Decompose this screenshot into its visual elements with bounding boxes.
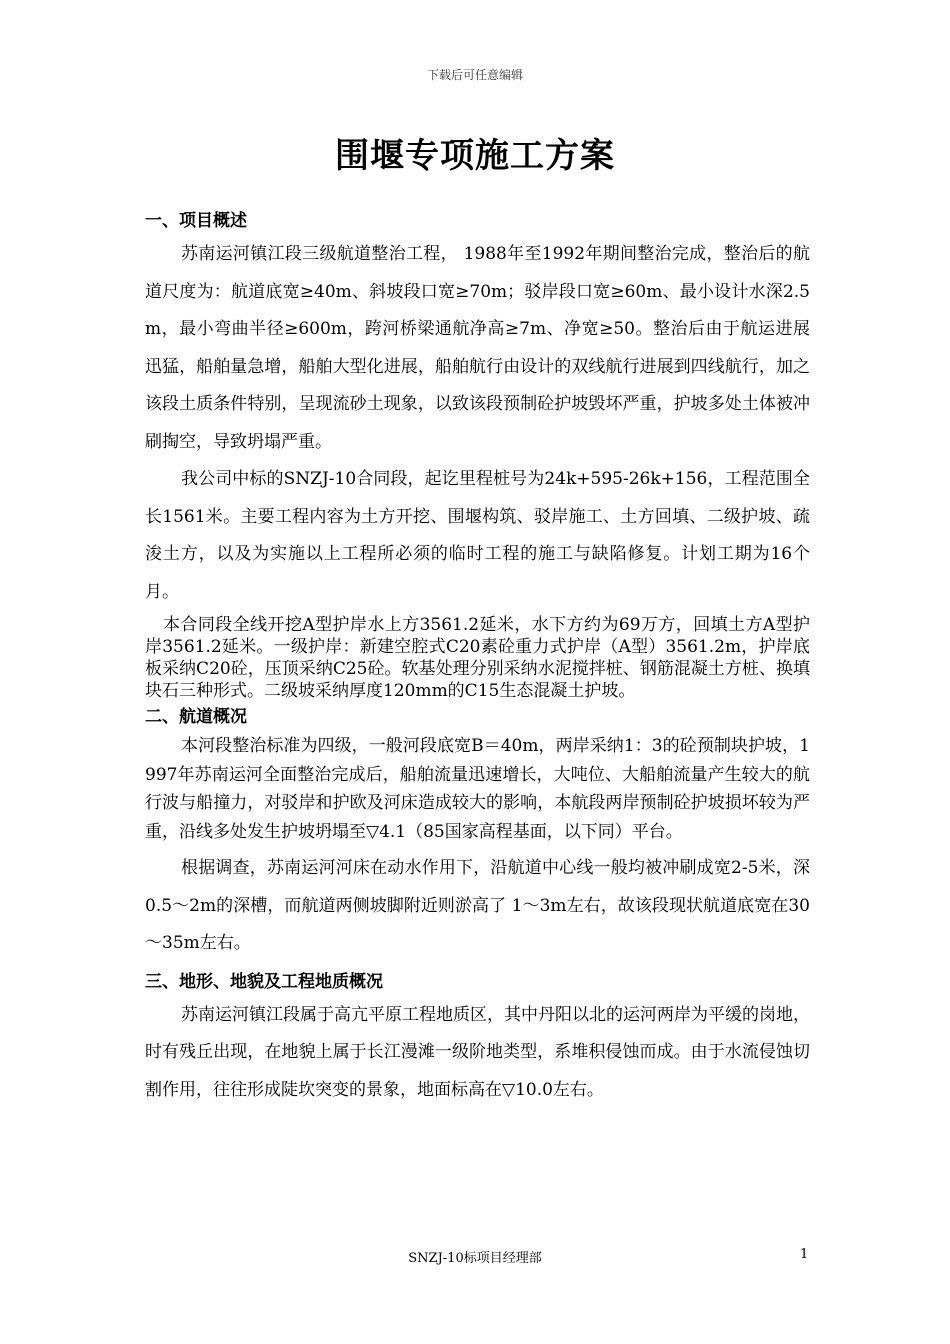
paragraph: 我公司中标的SNZJ-10合同段，起讫里程桩号为24k+595-26k+156，工程范围全长1561米。主要工程内容为土方开挖、围堰构筑、驳岸施工、土方回填、二级护坡、疏浚土方，以及为实施以上工程所必须的临时工程的施工与缺陷修复。计划工期为16个月。 [145, 469, 810, 602]
section-heading-overview: 一、项目概述 [145, 211, 247, 231]
paragraph: 根据调查，苏南运河河床在动水作用下，沿航道中心线一般均被冲刷成宽2-5米，深0.5～2m的深槽，而航道两侧坡脚附近则淤高了 1～3m左右，故该段现状航道底宽在30～35m左右。 [145, 858, 810, 953]
paragraph: 苏南运河镇江段属于高亢平原工程地质区，其中丹阳以北的运河两岸为平缓的岗地，时有残丘出现，在地貌上属于长江漫滩一级阶地类型，系堆积侵蚀而成。由于水流侵蚀切割作用，往往形成陡坎突变的景象，地面标高在▽10.0左右。 [145, 1004, 810, 1100]
paragraph: 苏南运河镇江段三级航道整治工程， 1988年至1992年期间整治完成，整治后的航道尺度为：航道底宽≥40m、斜坡段口宽≥70m；驳岸段口宽≥60m、最小设计水深2.5m，最小弯曲半径≥600m，跨河桥梁通航净高≥7m、净宽≥50。整治后由于航运进展迅猛，船舶量急增，船舶大型化进展，船舶航行由设计的双线航行进展到四线航行，加之该段土质条件特别，呈现流砂土现象，以致该段预制砼护坡毁坏严重，护坡多处土体被冲刷掏空，导致坍塌严重。 [145, 244, 810, 452]
page-number: 1 [800, 1247, 809, 1262]
section-heading-channel: 二、航道概况 [145, 707, 247, 727]
section-heading-geology: 三、地形、地貌及工程地质概况 [145, 971, 383, 992]
footer-label: SNZJ-10标项目经理部 [408, 1251, 542, 1266]
header-note: 下载后可任意编辑 [426, 68, 523, 82]
document-body [145, 206, 810, 1109]
paragraph: 本河段整治标准为四级，一般河段底宽B＝40m，两岸采纳1：3的砼预制块护坡，1997年苏南运河全面整治完成后，船舶流量迅速增长，大吨位、大船舶流量产生较大的航行波与船撞力，对驳岸和护欧及河床造成较大的影响，本航段两岸预制砼护坡损坏较为严重，沿线多处发生护坡坍塌至▽4.1（85国家高程基面，以下同）平台。 [145, 736, 810, 842]
paragraph: 本合同段全线开挖A型护岸水上方3561.2延米，水下方约为69万方，回填土方A型护岸3561.2延米。一级护岸：新建空腔式C20素砼重力式护岸（A型）3561.2m，护岸底板采纳C20砼，压顶采纳C25砼。软基处理分别采纳水泥搅拌桩、钢筋混凝土方桩、换填块石三种形式。二级坡采纳厚度120mm的C15生态混凝土护坡。 [145, 615, 810, 701]
document-title: 围堰专项施工方案 [335, 136, 615, 176]
